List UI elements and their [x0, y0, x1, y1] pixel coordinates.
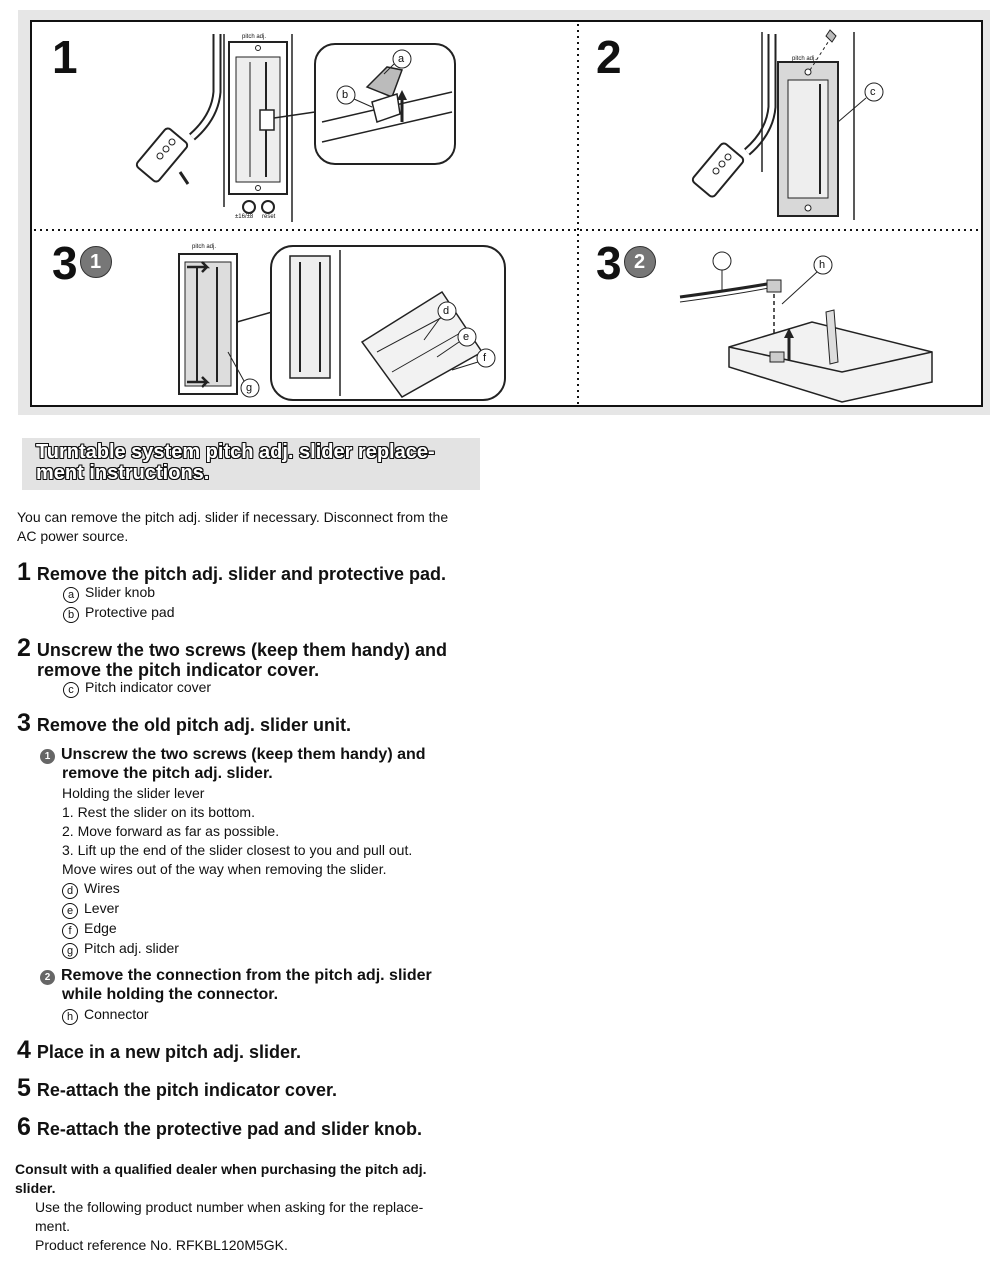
- mark-e: e: [62, 903, 78, 919]
- sub-1-line-2: remove the pitch adj. slider.: [62, 765, 273, 782]
- step-2-number: 2: [17, 634, 31, 662]
- intro-line-2: AC power source.: [17, 528, 129, 544]
- callout-e: e: [463, 331, 470, 343]
- section-title-line-1: Turntable system pitch adj. slider replace-: [36, 441, 435, 463]
- panel-3-2-number-text: 3: [596, 237, 622, 289]
- sub-1-item-f: [62, 919, 412, 939]
- consult-line-1: Consult with a qualified dealer when purchasing the pitch adj.: [15, 1161, 427, 1177]
- panel-3-1-badge: 1: [80, 246, 112, 278]
- step-2-item-c: [63, 678, 211, 698]
- panel-3-2-badge: 2: [624, 246, 656, 278]
- step-5-number: 5: [17, 1074, 31, 1102]
- reset-label: reset: [262, 214, 276, 220]
- range-label: ±16/±8: [235, 214, 254, 220]
- panel-3-1-illustration: [179, 246, 505, 400]
- item-text: Wires: [84, 880, 120, 896]
- mark-d: d: [62, 883, 78, 899]
- callout-a: a: [398, 53, 405, 65]
- sub-1-badge: 1: [40, 749, 55, 764]
- step-2-items: [63, 678, 211, 698]
- step-6-heading: [17, 1113, 422, 1141]
- section-title-line-2: ment instructions.: [36, 462, 210, 484]
- step-3-heading: [17, 709, 351, 737]
- step-2-line-1: Unscrew the two screws (keep them handy) and: [36, 640, 448, 660]
- panel-2-illustration: [691, 30, 883, 220]
- callout-h: h: [819, 259, 826, 271]
- callout-c: c: [870, 86, 876, 98]
- step-3-text: Remove the old pitch adj. slider unit.: [36, 715, 351, 735]
- consult-body-line-1: Use the following product number when asking for the replace-: [35, 1199, 424, 1215]
- sub-2-line-2: while holding the connector.: [62, 986, 279, 1003]
- product-reference: Product reference No. RFKBL120M5GK.: [35, 1237, 288, 1253]
- step-1-text: Remove the pitch adj. slider and protective pad.: [36, 564, 447, 584]
- mark-b: b: [63, 607, 79, 623]
- pitch-adj-label-1: pitch adj.: [242, 34, 267, 40]
- callout-b: b: [342, 89, 349, 101]
- step-3-sub-2-heading: [40, 966, 432, 1004]
- step-1-number: 1: [17, 558, 31, 586]
- consult-body-line-2: ment.: [35, 1218, 71, 1234]
- step-4-text: Place in a new pitch adj. slider.: [36, 1042, 301, 1062]
- section-title: [36, 442, 435, 484]
- item-text: Edge: [84, 920, 117, 936]
- panel-3-2-number: [596, 237, 656, 289]
- step-2-line-2: remove the pitch indicator cover.: [37, 660, 320, 680]
- sub-1-item-d: [62, 879, 412, 899]
- sub-1-line-1: Unscrew the two screws (keep them handy) and: [61, 746, 426, 763]
- intro-paragraph: [17, 508, 448, 546]
- panel-3-1-number-text: 3: [52, 237, 78, 289]
- sub-2-item-h: [62, 1005, 149, 1025]
- pitch-adj-label-3: pitch adj.: [192, 244, 217, 250]
- step-1-item-a: [63, 583, 175, 603]
- step-1-items: [63, 583, 175, 623]
- sub-1-body-line: Holding the slider lever: [62, 785, 205, 801]
- consult-line-2: slider.: [15, 1180, 56, 1196]
- item-text: Slider knob: [85, 584, 156, 600]
- figure-illustrations: [32, 22, 985, 409]
- sub-2-badge: 2: [40, 970, 55, 985]
- pitch-adj-label-2: pitch adj.: [792, 56, 817, 62]
- step-3-sub-1-heading: [40, 745, 426, 783]
- mark-a: a: [63, 587, 79, 603]
- panel-2-number-text: 2: [596, 31, 622, 83]
- section-title-box: [22, 438, 480, 490]
- sub-1-item-g: [62, 939, 412, 959]
- step-5-text: Re-attach the pitch indicator cover.: [36, 1080, 337, 1100]
- step-3-sub-1-body: [62, 784, 412, 959]
- step-4-heading: [17, 1036, 301, 1064]
- panel-2-number: [596, 31, 622, 83]
- step-6-number: 6: [17, 1113, 31, 1141]
- sub-1-item-e: [62, 899, 412, 919]
- step-5-heading: [17, 1074, 337, 1102]
- sub-1-body-line: 2. Move forward as far as possible.: [62, 823, 280, 839]
- step-3-sub-2-items: [62, 1005, 149, 1025]
- step-4-number: 4: [17, 1036, 31, 1064]
- panel-1-illustration: [135, 34, 455, 222]
- step-1-item-b: [63, 603, 175, 623]
- callout-d: d: [443, 305, 450, 317]
- item-text: Protective pad: [85, 604, 175, 620]
- sub-1-body-line: Move wires out of the way when removing the slider.: [62, 861, 387, 877]
- mark-c: c: [63, 682, 79, 698]
- mark-f: f: [62, 923, 78, 939]
- panel-1-number-text: 1: [52, 31, 78, 83]
- step-3-number: 3: [17, 709, 31, 737]
- sub-1-body-line: 3. Lift up the end of the slider closest to you and pull out.: [62, 842, 413, 858]
- panel-1-number: [52, 31, 78, 83]
- step-6-text: Re-attach the protective pad and slider knob.: [36, 1119, 422, 1139]
- consult-body: [35, 1198, 423, 1255]
- figure-panel-grid: [30, 20, 983, 407]
- step-1-heading: [17, 558, 447, 586]
- sub-1-body-line: 1. Rest the slider on its bottom.: [62, 804, 255, 820]
- sub-2-line-1: Remove the connection from the pitch adj. slider: [61, 967, 432, 984]
- mark-g: g: [62, 943, 78, 959]
- item-text: Pitch indicator cover: [85, 679, 212, 695]
- consult-heading: [15, 1160, 427, 1198]
- panel-3-1-number: [52, 237, 112, 289]
- intro-line-1: You can remove the pitch adj. slider if necessary. Disconnect from the: [17, 509, 449, 525]
- item-text: Pitch adj. slider: [84, 940, 179, 956]
- callout-f: f: [483, 352, 487, 364]
- panel-3-2-illustration: [680, 252, 932, 402]
- mark-h: h: [62, 1009, 78, 1025]
- callout-g: g: [246, 382, 253, 394]
- step-2-heading: [17, 634, 448, 680]
- item-text: Connector: [84, 1006, 149, 1022]
- item-text: Lever: [84, 900, 120, 916]
